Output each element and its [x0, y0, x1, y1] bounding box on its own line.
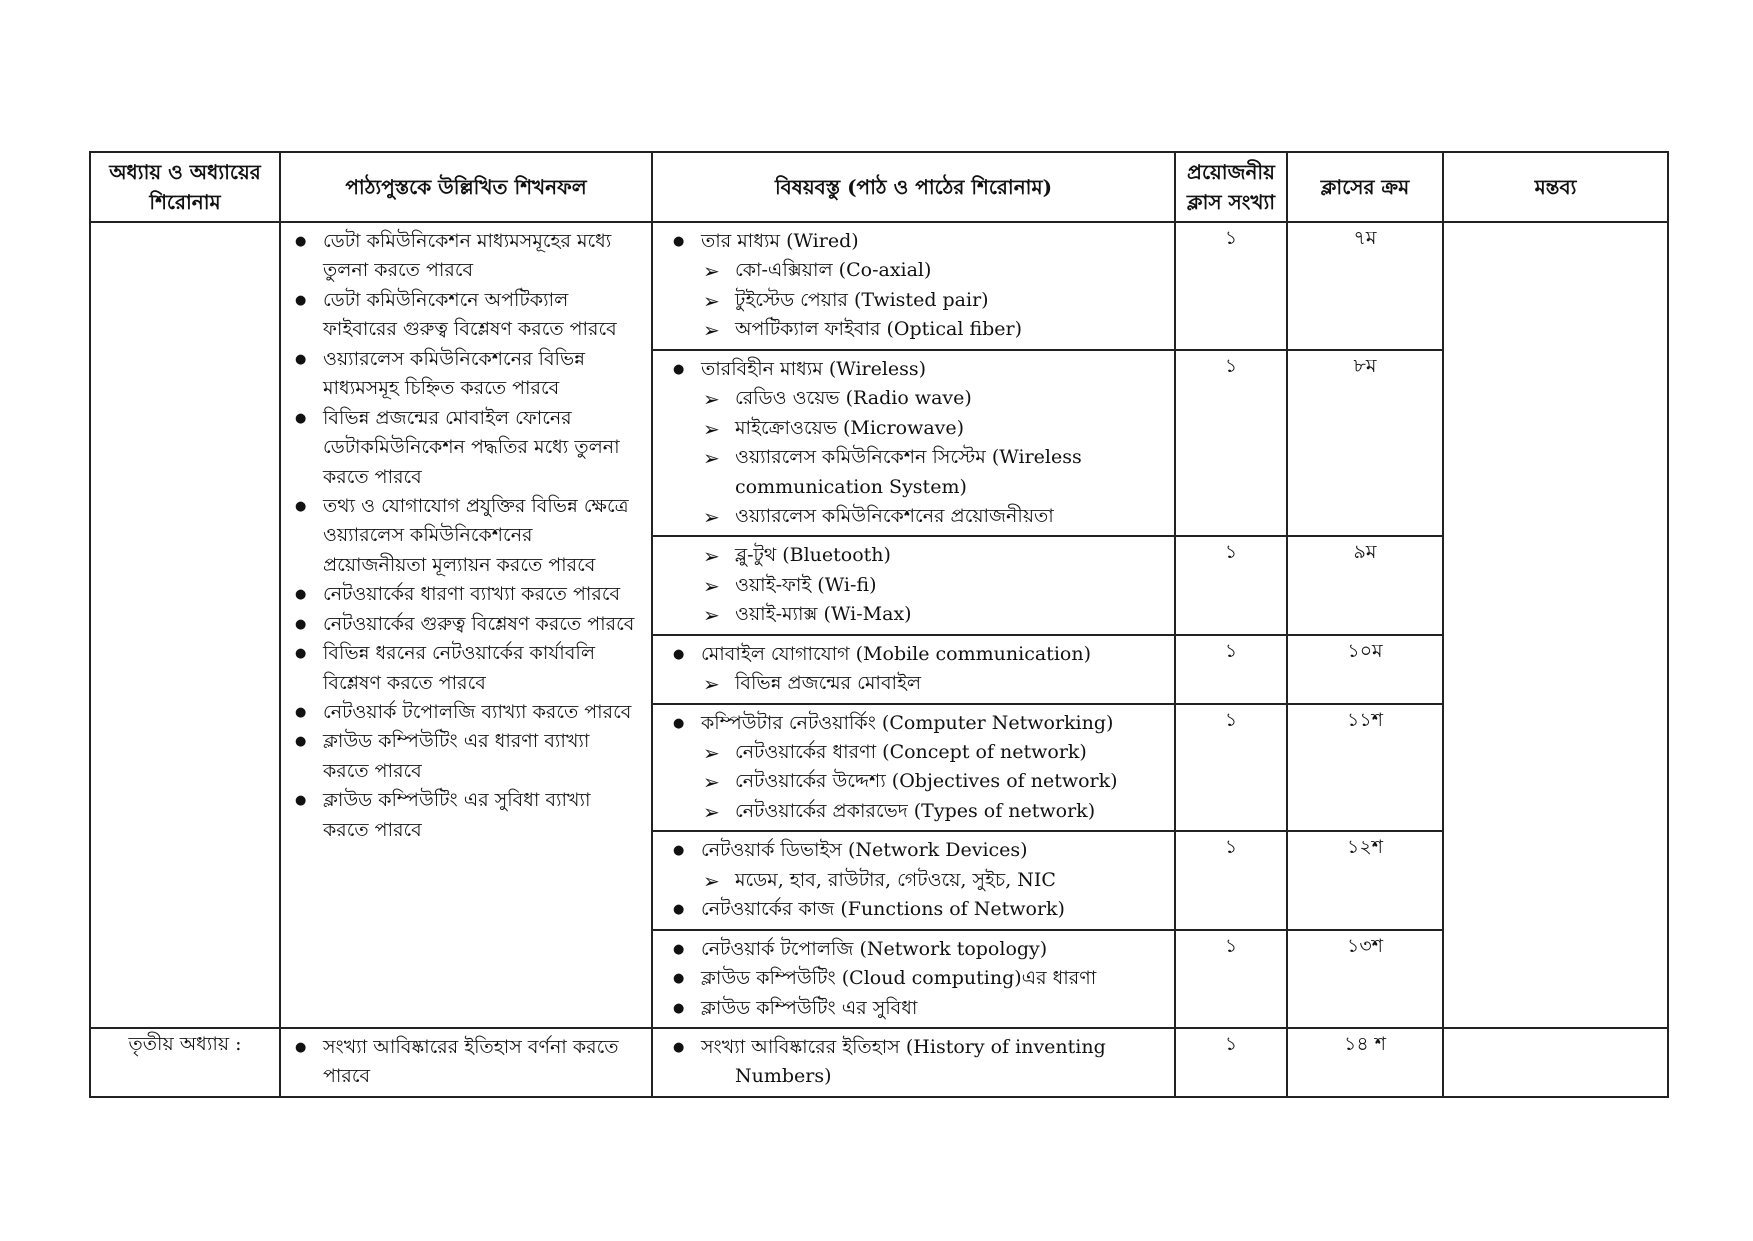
header-class-count: প্রয়োজনীয় ক্লাস সংখ্যা: [1175, 152, 1287, 222]
class-order-cell: ৯ম: [1287, 536, 1443, 634]
lesson-line: ● মোবাইল যোগাযোগ (Mobile communication): [665, 640, 1166, 669]
learning-outcomes-list: [289, 227, 641, 845]
block2-chapter-cell: [90, 1028, 280, 1097]
class-order-cell: ১৪ শ: [1287, 1028, 1443, 1097]
class-order-cell: ১২শ: [1287, 831, 1443, 929]
block2-remarks-cell: [1443, 1028, 1668, 1097]
lesson-line: ● ক্লাউড কম্পিউটিং (Cloud computing)এর ধারণা: [665, 964, 1166, 993]
class-order-cell: ৮ম: [1287, 350, 1443, 537]
header-content: বিষয়বস্তু (পাঠ ও পাঠের শিরোনাম): [652, 152, 1175, 222]
lesson-line: ➢ ওয়্যারলেস কমিউনিকেশনের প্রয়োজনীয়তা: [665, 502, 1166, 531]
table-row: [90, 1028, 1668, 1097]
learning-outcome-item: ● তথ্য ও যোগাযোগ প্রযুক্তির বিভিন্ন ক্ষেত্রে ওয়্যারলেস কমিউনিকেশনের প্রয়োজনীয়তা মূল্যায়ন করতে পারবে: [289, 492, 641, 580]
lesson-line: ➢ রেডিও ওয়েভ (Radio wave): [665, 384, 1166, 413]
lesson-line: ➢ বিভিন্ন প্রজন্মের মোবাইল: [665, 669, 1166, 698]
learning-outcome-item: ● ক্লাউড কম্পিউটিং এর সুবিধা ব্যাখ্যা করতে পারবে: [289, 786, 641, 845]
lesson-line: ➢ মডেম, হাব, রাউটার, গেটওয়ে, সুইচ, NIC: [665, 866, 1166, 895]
lesson-line: ➢ টুইস্টেড পেয়ার (Twisted pair): [665, 286, 1166, 315]
class-count-cell: ১: [1175, 350, 1287, 537]
table-header: [90, 152, 1668, 222]
lesson-content-cell: [652, 635, 1175, 704]
lesson-line: ● নেটওয়ার্ক টপোলজি (Network topology): [665, 935, 1166, 964]
class-order-cell: ১০ম: [1287, 635, 1443, 704]
class-count-cell: ১: [1175, 536, 1287, 634]
header-chapter: অধ্যায় ও অধ্যায়ের শিরোনাম: [90, 152, 280, 222]
lesson-line: Numbers): [735, 1065, 832, 1088]
lesson-content-cell: [652, 1028, 1175, 1097]
header-learning-outcomes: পাঠ্যপুস্তকে উল্লিখিত শিখনফল: [280, 152, 652, 222]
lesson-line: ➢ কো-এক্সিয়াল (Co-axial): [665, 256, 1166, 285]
lesson-line: ● তারবিহীন মাধ্যম (Wireless): [665, 355, 1166, 384]
table-row: [90, 222, 1668, 350]
learning-outcome-item: ● নেটওয়ার্কের গুরুত্ব বিশ্লেষণ করতে পারবে: [289, 610, 641, 639]
lesson-line: ➢ ওয়্যারলেস কমিউনিকেশন সিস্টেম (Wireless: [665, 443, 1166, 472]
learning-outcomes-list: [289, 1033, 641, 1092]
lesson-line: ➢ ওয়াই-ম্যাক্স (Wi-Max): [665, 600, 1166, 629]
lesson-line: ● সংখ্যা আবিষ্কারের ইতিহাস (History of inventing: [665, 1033, 1166, 1062]
class-count-cell: ১: [1175, 831, 1287, 929]
learning-outcome-item: ● নেটওয়ার্ক টপোলজি ব্যাখ্যা করতে পারবে: [289, 698, 641, 727]
lesson-line: ● নেটওয়ার্কের কাজ (Functions of Network): [665, 895, 1166, 924]
lesson-content-cell: [652, 704, 1175, 832]
lesson-line: ● ক্লাউড কম্পিউটিং এর সুবিধা: [665, 994, 1166, 1023]
block1-chapter-cell: [90, 222, 280, 1028]
class-count-cell: ১: [1175, 1028, 1287, 1097]
header-remarks: মন্তব্য: [1443, 152, 1668, 222]
lesson-line: ➢ নেটওয়ার্কের প্রকারভেদ (Types of network): [665, 797, 1166, 826]
block2-outcomes-cell: [280, 1028, 652, 1097]
syllabus-table: [89, 151, 1669, 1098]
class-order-cell: ১১শ: [1287, 704, 1443, 832]
learning-outcome-item: ● সংখ্যা আবিষ্কারের ইতিহাস বর্ণনা করতে পারবে: [289, 1033, 641, 1092]
chapter-title: তৃতীয় অধ্যায় :: [128, 1032, 242, 1055]
block1-outcomes-cell: [280, 222, 652, 1028]
class-order-cell: ৭ম: [1287, 222, 1443, 350]
learning-outcome-item: ● বিভিন্ন প্রজন্মের মোবাইল ফোনের ডেটাকমিউনিকেশন পদ্ধতির মধ্যে তুলনা করতে পারবে: [289, 404, 641, 492]
learning-outcome-item: ● বিভিন্ন ধরনের নেটওয়ার্কের কার্যাবলি বিশ্লেষণ করতে পারবে: [289, 639, 641, 698]
lesson-line: ➢ নেটওয়ার্কের উদ্দেশ্য (Objectives of network): [665, 767, 1166, 796]
learning-outcome-item: ● ক্লাউড কম্পিউটিং এর ধারণা ব্যাখ্যা করতে পারবে: [289, 727, 641, 786]
lesson-line: ● কম্পিউটার নেটওয়ার্কিং (Computer Networking): [665, 709, 1166, 738]
lesson-content-cell: [652, 350, 1175, 537]
lesson-content-cell: [652, 930, 1175, 1028]
class-order-cell: ১৩শ: [1287, 930, 1443, 1028]
class-count-cell: ১: [1175, 635, 1287, 704]
block1-remarks-cell: [1443, 222, 1668, 1028]
lesson-line: ➢ অপটিক্যাল ফাইবার (Optical fiber): [665, 315, 1166, 344]
lesson-line: ➢ ব্লু-টুথ (Bluetooth): [665, 541, 1166, 570]
lesson-line: ➢ মাইক্রোওয়েভ (Microwave): [665, 414, 1166, 443]
lesson-line: communication System): [735, 475, 967, 498]
learning-outcome-item: ● ডেটা কমিউনিকেশনে অপটিক্যাল ফাইবারের গুরুত্ব বিশ্লেষণ করতে পারবে: [289, 286, 641, 345]
lesson-content-cell: [652, 222, 1175, 350]
header-class-order: ক্লাসের ক্রম: [1287, 152, 1443, 222]
lesson-line: ● নেটওয়ার্ক ডিভাইস (Network Devices): [665, 836, 1166, 865]
lesson-content-cell: [652, 536, 1175, 634]
table-body: [90, 222, 1668, 1097]
class-count-cell: ১: [1175, 930, 1287, 1028]
learning-outcome-item: ● ডেটা কমিউনিকেশন মাধ্যমসমূহের মধ্যে তুলনা করতে পারবে: [289, 227, 641, 286]
lesson-line: ➢ নেটওয়ার্কের ধারণা (Concept of network): [665, 738, 1166, 767]
learning-outcome-item: ● নেটওয়ার্কের ধারণা ব্যাখ্যা করতে পারবে: [289, 580, 641, 609]
class-count-cell: ১: [1175, 222, 1287, 350]
lesson-line: ● তার মাধ্যম (Wired): [665, 227, 1166, 256]
learning-outcome-item: ● ওয়্যারলেস কমিউনিকেশনের বিভিন্ন মাধ্যমসমূহ চিহ্নিত করতে পারবে: [289, 345, 641, 404]
lesson-line: ➢ ওয়াই-ফাই (Wi-fi): [665, 571, 1166, 600]
class-count-cell: ১: [1175, 704, 1287, 832]
lesson-content-cell: [652, 831, 1175, 929]
